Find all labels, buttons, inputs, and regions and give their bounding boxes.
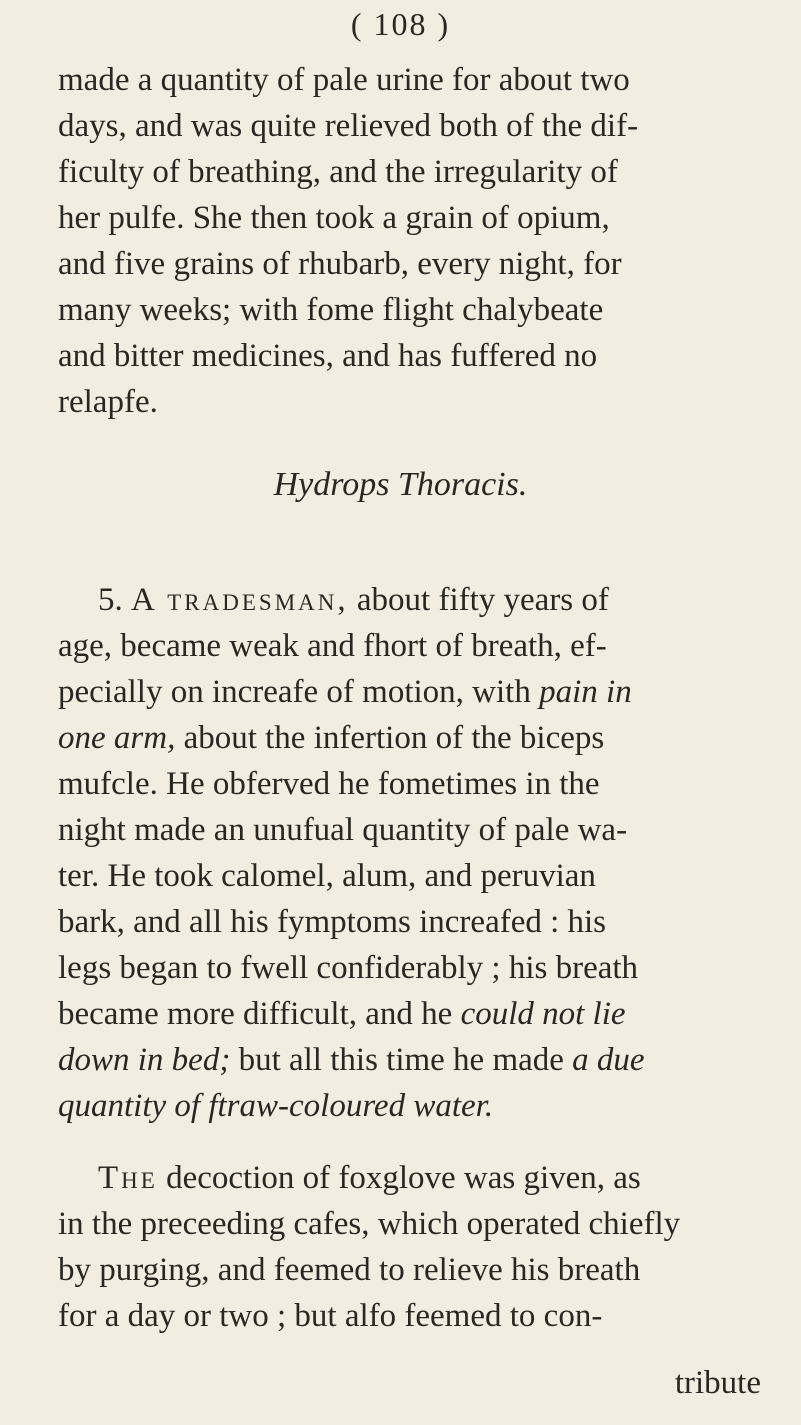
text-line: legs began to fwell confiderably ; his breath: [58, 950, 639, 986]
text-line: became more difficult, and he could not lie: [58, 996, 626, 1032]
text-line: her pulfe. She then took a grain of opium,: [58, 200, 610, 236]
text-line: for a day or two ; but alfo feemed to con-: [58, 1298, 603, 1334]
text-line: relapfe.: [58, 384, 158, 420]
text-line: pecially on increafe of motion, with pain in: [58, 674, 632, 710]
text-line: mufcle. He obferved he fometimes in the: [58, 766, 600, 802]
text-line: 5. A tradesman, about fifty years of: [98, 582, 609, 618]
text-line: in the preceeding cafes, which operated chiefly: [58, 1206, 681, 1242]
text-line: ter. He took calomel, alum, and peruvian: [58, 858, 596, 894]
text-line: many weeks; with fome flight chalybeate: [58, 292, 604, 328]
text-line: quantity of ftraw-coloured water.: [58, 1088, 494, 1124]
section-heading: Hydrops Thoracis.: [273, 466, 528, 503]
text-line: and five grains of rhubarb, every night, for: [58, 246, 622, 282]
case-number: 5.: [98, 582, 123, 618]
text-line: night made an unufual quantity of pale wa-: [58, 812, 628, 848]
text-line: and bitter medicines, and has fuffered no: [58, 338, 598, 374]
text-line: days, and was quite relieved both of the dif-: [58, 108, 639, 144]
catchword: tribute: [674, 1365, 761, 1401]
text-line: made a quantity of pale urine for about two: [58, 62, 630, 98]
text-line: age, became weak and fhort of breath, ef-: [58, 628, 607, 664]
text-line: ficulty of breathing, and the irregularity of: [58, 154, 618, 190]
text-line: bark, and all his fymptoms increafed : his: [58, 904, 607, 940]
text-line: down in bed; but all this time he made a due: [58, 1042, 645, 1078]
text-line: one arm, about the infertion of the biceps: [58, 720, 605, 756]
paragraph-lead: The: [98, 1160, 158, 1196]
case-lead: A tradesman,: [131, 582, 349, 618]
text-line: by purging, and feemed to relieve his breath: [58, 1252, 641, 1288]
text-line: The decoction of foxglove was given, as: [98, 1160, 641, 1196]
page-number: ( 108 ): [350, 6, 451, 42]
